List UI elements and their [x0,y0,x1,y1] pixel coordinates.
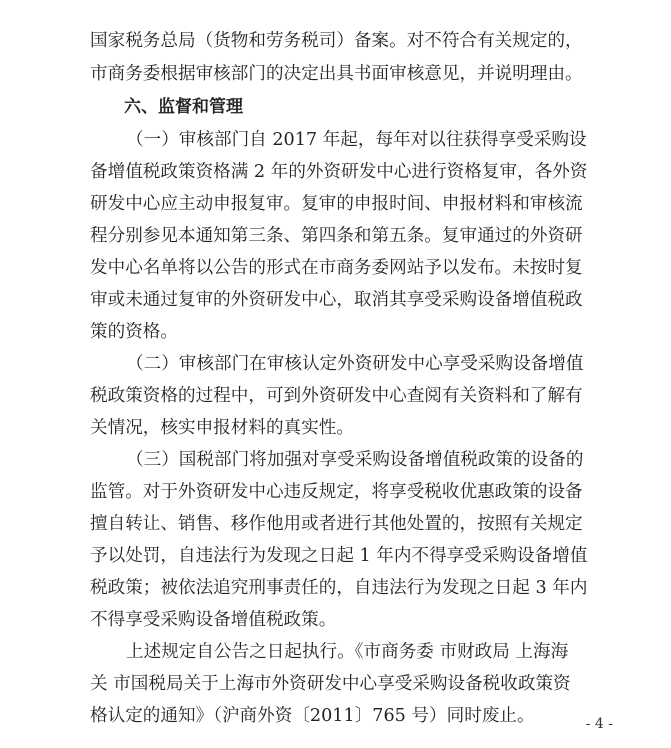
text-line: 策的资格。 [90,322,178,342]
section-heading: 六、监督和管理 [124,97,243,117]
text-line: 擅自转让、销售、移作他用或者进行其他处置的，按照有关规定 [90,514,583,534]
text-line: 发中心名单将以公告的形式在市商务委网站予以发布。未按时复 [90,258,583,278]
text-line: 格认定的通知》（沪商外资〔2011〕765 号）同时废止。 [90,706,535,726]
text-line: 税政策资格的过程中，可到外资研发中心查阅有关资料和了解有 [90,386,583,406]
text-line: 审或未通过复审的外资研发中心，取消其享受采购设备增值税政 [90,290,583,310]
text-line: 关情况，核实申报材料的真实性。 [90,418,354,438]
text-line: 上述规定自公告之日起执行。《市商务委 市财政局 上海海 [126,642,569,662]
text-line: 市商务委根据审核部门的决定出具书面审核意见，并说明理由。 [90,64,583,84]
text-line: 程分别参见本通知第三条、第四条和第五条。复审通过的外资研 [90,226,583,246]
text-line: 关 市国税局关于上海市外资研发中心享受采购设备税收政策资 [90,674,571,694]
text-line: 研发中心应主动申报复审。复审的申报时间、申报材料和审核流 [90,194,583,214]
text-line: 予以处罚，自违法行为发现之日起 1 年内不得享受采购设备增值 [90,546,588,566]
text-line: （三）国税部门将加强对享受采购设备增值税政策的设备的 [126,450,584,470]
text-line: 监管。对于外资研发中心违反规定，将享受税收优惠政策的设备 [90,482,583,502]
text-line: 税政策；被依法追究刑事责任的，自违法行为发现之日起 3 年内 [90,578,588,598]
text-line: 备增值税政策资格满 2 年的外资研发中心进行资格复审，各外资 [90,162,588,182]
text-line: （二）审核部门在审核认定外资研发中心享受采购设备增值 [126,354,584,374]
text-line: 不得享受采购设备增值税政策。 [90,610,337,630]
text-line: （一）审核部门自 2017 年起，每年对以往获得享受采购设 [126,130,587,150]
page-number: - 4 - [585,716,613,732]
text-line: 国家税务总局（货物和劳务税司）备案。对不符合有关规定的， [90,31,583,51]
